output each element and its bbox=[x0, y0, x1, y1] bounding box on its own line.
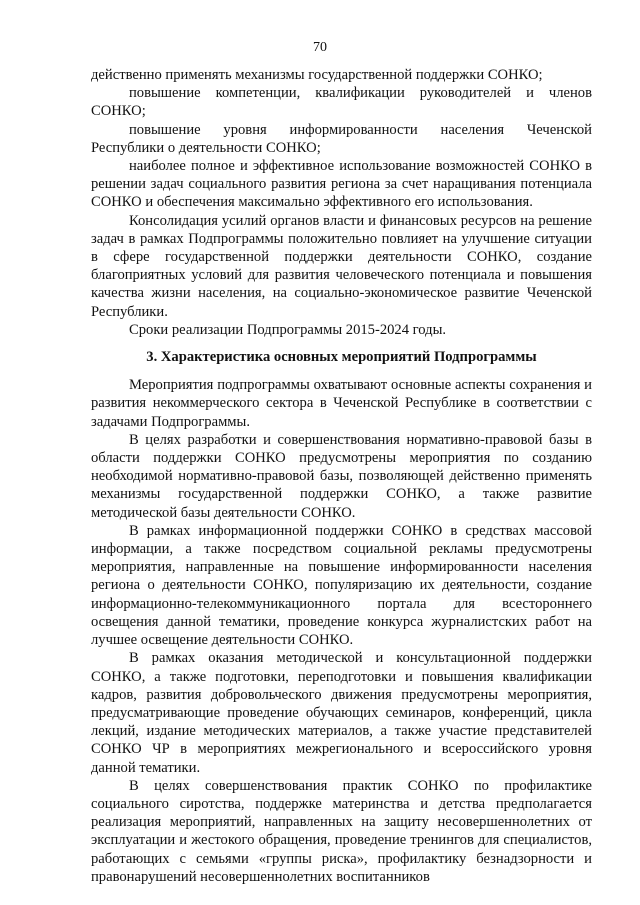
paragraph: Сроки реализации Подпрограммы 2015-2024 годы. bbox=[129, 321, 447, 338]
paragraph: В целях разработки и совершенствования нормативно-правовой базы в области поддержки СОНКО предусмотрены мероприятия по созданию необходимой нормативно-правовой базы, позволяющей действенно применять механизмы государственной поддержки СОНКО, а также развитие методической базы деятельности СОНКО. bbox=[91, 431, 592, 521]
paragraph: Консолидация усилий органов власти и финансовых ресурсов на решение задач в рамках Подпрограммы положительно повлияет на улучшение ситуации в сфере государственной поддержки деятельности СОНКО, создание благоприятных условий для развития человеческого потенциала и повышения качества жизни населения, на социально-экономическое развитие Чеченской Республики. bbox=[91, 212, 592, 320]
page-number: 70 bbox=[313, 40, 327, 55]
paragraph: В рамках информационной поддержки СОНКО в средствах массовой информации, а также посредством социальной рекламы предусмотрены мероприятия, направленные на повышение информированности населения региона о деятельности СОНКО, популяризацию их деятельности, создание информационно-телекоммуникационного портала для всестороннего освещения данной тематики, проведение конкурса журналистских работ на лучшее освещение деятельности СОНКО. bbox=[91, 522, 592, 649]
paragraph: Мероприятия подпрограммы охватывают основные аспекты сохранения и развития некоммерческого сектора в Чеченской Республике в соответствии с задачами Подпрограммы. bbox=[91, 377, 592, 430]
section-heading: 3. Характеристика основных мероприятий Подпрограммы bbox=[146, 349, 537, 366]
paragraph: наиболее полное и эффективное использование возможностей СОНКО в решении задач социального развития региона за счет наращивания потенциала СОНКО и обеспечения максимально эффективного его использования. bbox=[91, 158, 592, 211]
paragraph: повышение уровня информированности населения Чеченской Республики о деятельности СОНКО; bbox=[91, 121, 592, 156]
paragraph: повышение компетенции, квалификации руководителей и членов СОНКО; bbox=[91, 85, 592, 120]
paragraph: действенно применять механизмы государственной поддержки СОНКО; bbox=[91, 67, 543, 83]
paragraph: В рамках оказания методической и консультационной поддержки СОНКО, а также подготовки, переподготовки и повышения квалификации кадров, развития добровольческого движения предусмотрены мероприятия, предусматривающие проведение обучающих семинаров, конференций, цикла лекций, издание методических материалов, а также участие представителей СОНКО ЧР в мероприятиях межрегионального и всероссийского уровня данной тематики. bbox=[91, 650, 592, 776]
paragraph: В целях совершенствования практик СОНКО по профилактике социального сиротства, поддержке материнства и детства предполагается реализация мероприятий, направленных на защиту несовершеннолетних от эксплуатации и жестокого обращения, проведение тренингов для специалистов, работающих с семьями «группы риска», профилактику безнадзорности и правонарушений несовершеннолетних воспитанников bbox=[91, 777, 592, 885]
page-body bbox=[91, 66, 592, 886]
